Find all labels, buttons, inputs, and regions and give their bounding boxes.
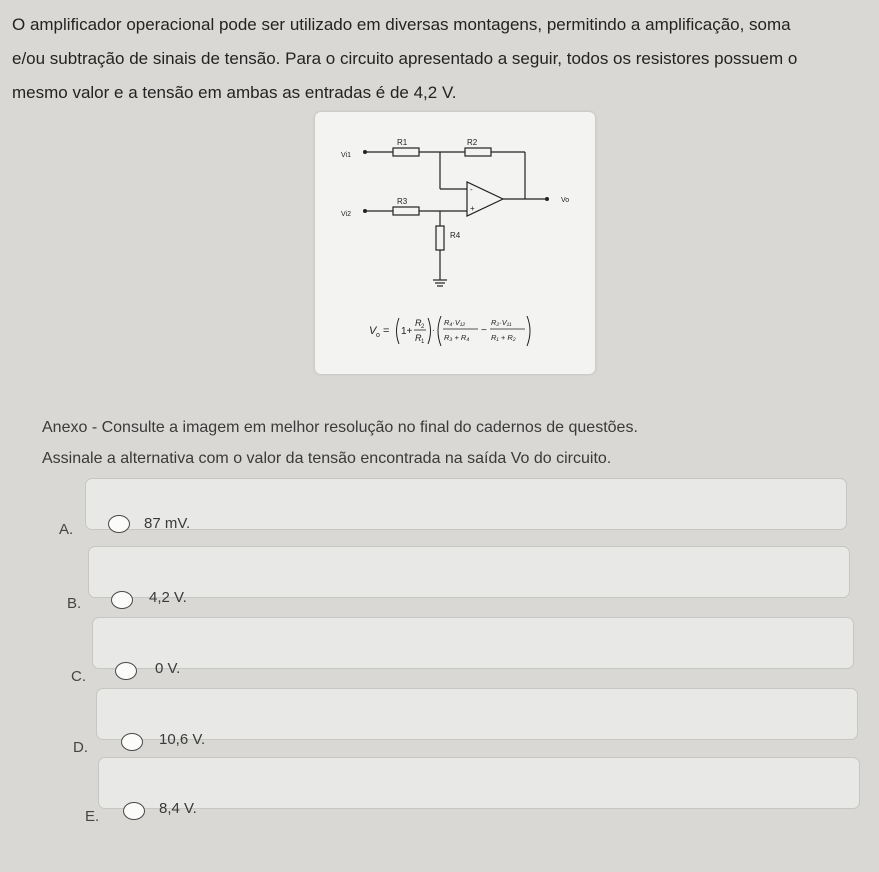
question-line-1: O amplificador operacional pode ser utilizado em diversas montagens, permitindo a amplificação, soma [12,15,791,34]
formula-num-a: R₄·V₁₂ [444,318,466,327]
formula-r2-sub: 2 [421,324,425,330]
option-b-letter: B. [67,595,82,612]
formula-lhs-sub: o [376,332,380,339]
formula-r1: R [415,333,422,343]
option-a-text: 87 mV. [144,515,191,532]
option-b[interactable] [67,546,850,612]
option-a-letter: A. [59,521,74,538]
question-line-2: e/ou subtração de sinais de tensão. Para o circuito apresentado a seguir, todos os resistores possuem o [12,49,798,68]
option-c-text: 0 V. [155,660,181,677]
resistor-r1 [393,148,419,156]
resistor-r3 [393,207,419,215]
label-plus: + [470,204,475,213]
formula-one-plus: 1+ [401,326,413,337]
option-e-letter: E. [85,808,100,825]
option-b-text: 4,2 V. [149,589,187,606]
radio-a[interactable] [108,515,130,533]
formula-minus: − [481,325,487,336]
annex-line-1: Anexo - Consulte a imagem em melhor resolução no final do cadernos de questões. [42,419,638,436]
label-vi1: Vi1 [341,152,351,159]
annex-line-2: Assinale a alternativa com o valor da tensão encontrada na saída Vo do circuito. [42,450,612,467]
label-r1: R1 [397,138,408,147]
label-r3: R3 [397,197,408,206]
option-e[interactable] [85,757,860,825]
svg-text:·: · [432,326,435,335]
resistor-r4 [436,226,444,250]
node-vo [545,197,549,201]
label-vo: Vo [561,197,570,204]
formula-r1-sub: 1 [421,339,425,345]
radio-d[interactable] [121,733,143,751]
radio-e[interactable] [123,802,145,820]
label-minus: - [470,185,473,194]
option-e-text: 8,4 V. [159,800,197,817]
output-formula [369,316,530,346]
radio-b[interactable] [111,591,133,609]
label-r4: R4 [450,231,461,240]
option-d[interactable] [73,688,858,756]
formula-den-b: R₁ + R₂ [491,333,516,342]
label-r2: R2 [467,138,478,147]
option-d-letter: D. [73,739,88,756]
option-c[interactable] [71,617,854,685]
formula-den-a: R₃ + R₄ [444,333,470,342]
question-line-3: mesmo valor e a tensão em ambas as entradas é de 4,2 V. [12,83,457,102]
resistor-r2 [465,148,491,156]
annex-text [42,412,862,474]
formula-lhs: V [369,325,377,337]
circuit-diagram [315,112,595,374]
question-text [12,8,862,110]
formula-r2: R [415,318,422,328]
option-a[interactable] [59,478,847,538]
radio-c[interactable] [115,662,137,680]
formula-eq: = [383,325,390,337]
option-d-text: 10,6 V. [159,731,206,748]
label-vi2: Vi2 [341,211,351,218]
ground-icon [433,280,447,286]
option-c-letter: C. [71,668,86,685]
formula-num-b: R₂·V₁₁ [491,318,512,327]
circuit-figure [315,112,595,374]
